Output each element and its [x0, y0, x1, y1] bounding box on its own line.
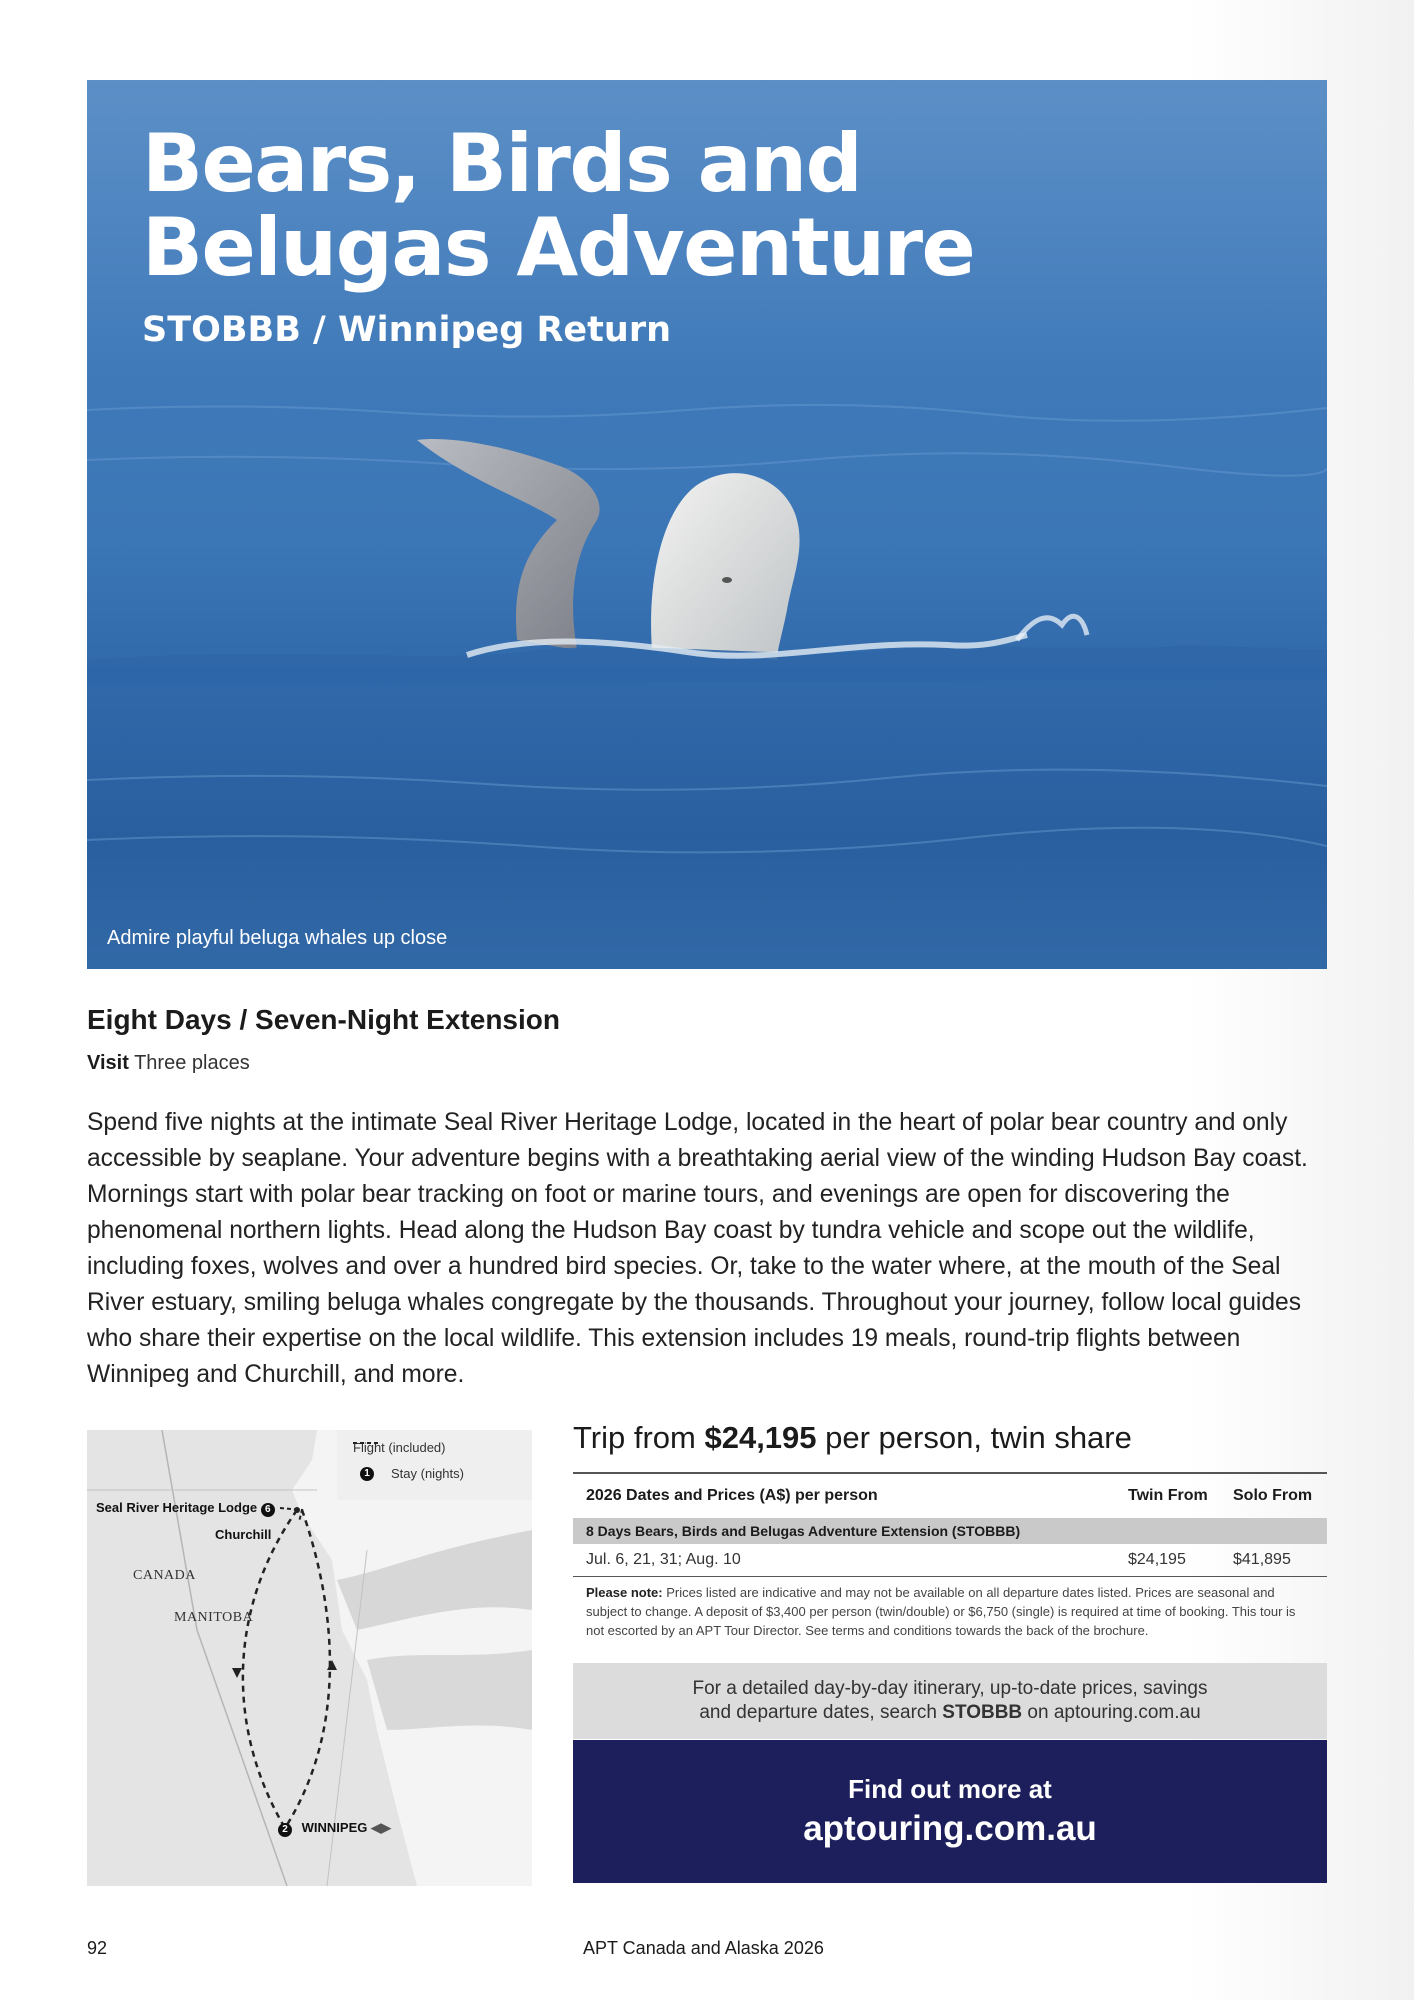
legend-flight-label: Flight (included) — [353, 1440, 446, 1455]
lodge-label-text: Seal River Heritage Lodge — [96, 1500, 258, 1515]
visit-label: Visit — [87, 1052, 129, 1074]
search-line-1: For a detailed day-by-day itinerary, up-to-date prices, savings — [692, 1678, 1208, 1699]
col-header-solo: Solo From — [1233, 1487, 1313, 1504]
route-map — [87, 1430, 532, 1886]
legend-stay-label: Stay (nights) — [391, 1466, 464, 1481]
photo-caption: Admire playful beluga whales up close — [107, 927, 448, 949]
col-header-twin: Twin From — [1128, 1487, 1208, 1504]
cta-line-1: Find out more at — [848, 1774, 1052, 1804]
map-legend — [337, 1430, 532, 1500]
page-number: 92 — [87, 1938, 108, 1958]
website-cta-banner[interactable] — [573, 1740, 1327, 1883]
tour-code-subtitle: STOBBB / Winnipeg Return — [142, 310, 671, 350]
price-suffix: per person, twin share — [816, 1420, 1132, 1455]
row-twin-price: $24,195 — [1128, 1551, 1186, 1568]
search-prefix: and departure dates, search — [699, 1702, 943, 1723]
return-arrows-icon: ◀▶ — [370, 1820, 391, 1835]
map-label-winnipeg — [278, 1820, 391, 1837]
map-label-manitoba: MANITOBA — [174, 1610, 254, 1625]
extension-title: Eight Days / Seven-Night Extension — [87, 1004, 560, 1035]
extension-description: Spend five nights at the intimate Seal River Heritage Lodge, located in the heart of polar bear country and only accessible by seaplane. Your adventure begins with a breathtaking aerial view of the winding Hudson Bay coast. Mornings start with polar bear tracking on foot or marine tours, and evenings are open for discovering the phenomenal northern lights. Head along the Hudson Bay coast by tundra vehicle and scope out the wildlife, including foxes, wolves and over a hundred bird species. Or, take to the water where, at the mouth of the Seal River estuary, smiling beluga whales congregate by the thousands. Throughout your journey, follow local guides who share their expertise on the local wildlife. This extension includes 19 meals, round-trip flights between Winnipeg and Churchill, and more. — [87, 1109, 1308, 1388]
map-label-lodge — [96, 1500, 275, 1517]
price-table — [573, 1472, 1327, 1577]
stay-dot-icon: 1 — [360, 1467, 374, 1481]
price-prefix: Trip from — [573, 1420, 705, 1455]
hero-photo — [87, 80, 1327, 969]
tour-title-line-2: Belugas Adventure — [142, 201, 975, 294]
cta-website-link[interactable]: aptouring.com.au — [803, 1809, 1097, 1848]
tour-title — [142, 117, 975, 294]
lead-price: $24,195 — [704, 1420, 817, 1455]
winnipeg-nights-marker: 2 — [278, 1823, 292, 1837]
legend-flight — [353, 1440, 446, 1455]
note-text: Prices listed are indicative and may not be available on all departure dates listed. Prices are seasonal and subject to change. A deposit of $3,400 per person (twin/double) or $6,750 (single) is required at time of booking. This tour is not escorted by an APT Tour Director. See terms and conditions towards the back of the brochure. — [586, 1585, 1296, 1638]
brochure-title: APT Canada and Alaska 2026 — [583, 1938, 824, 1958]
map-label-churchill: Churchill — [215, 1527, 272, 1542]
row-dates: Jul. 6, 21, 31; Aug. 10 — [586, 1551, 741, 1568]
visit-line — [87, 1052, 250, 1075]
search-suffix: on aptouring.com.au — [1022, 1702, 1201, 1723]
note-label: Please note: — [586, 1585, 663, 1600]
lodge-nights-marker: 6 — [261, 1503, 275, 1517]
tour-title-line-1: Bears, Birds and — [142, 117, 862, 210]
visit-value: Three places — [134, 1052, 250, 1074]
search-code: STOBBB — [942, 1702, 1023, 1723]
table-section-row: 8 Days Bears, Birds and Belugas Adventure Extension (STOBBB) — [573, 1518, 1327, 1544]
table-header-row — [573, 1474, 1327, 1518]
map-label-canada: CANADA — [133, 1568, 196, 1583]
itinerary-search-box — [573, 1663, 1327, 1739]
search-line-2 — [573, 1701, 1327, 1725]
legend-stay — [353, 1466, 464, 1481]
winnipeg-label-text: WINNIPEG — [301, 1820, 368, 1835]
row-solo-price: $41,895 — [1233, 1551, 1291, 1568]
table-row — [573, 1544, 1327, 1577]
pricing-note — [586, 1583, 1306, 1640]
table-title: 2026 Dates and Prices (A$) per person — [586, 1487, 878, 1504]
trip-price-headline — [573, 1420, 1132, 1456]
